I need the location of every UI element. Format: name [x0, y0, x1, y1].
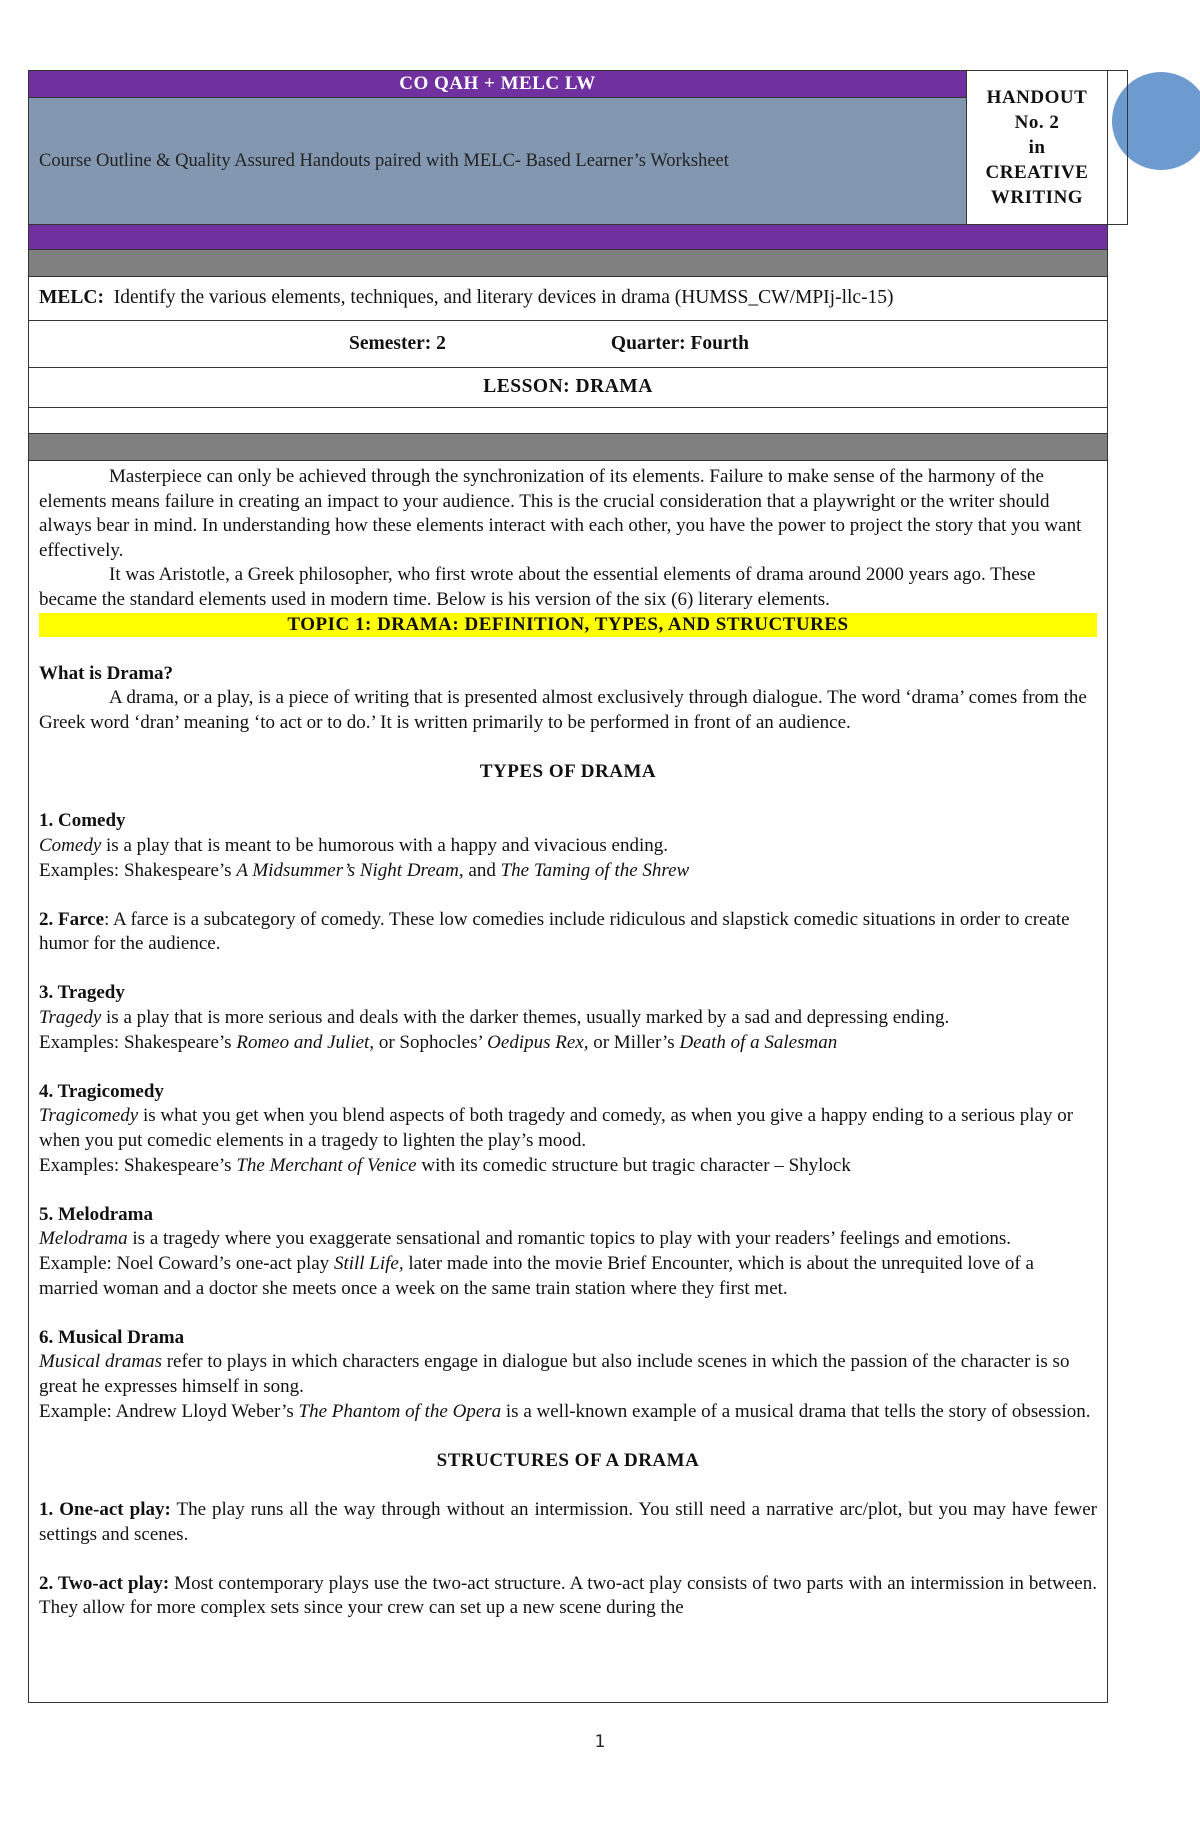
- farce-text: : A farce is a subcategory of comedy. These low comedies include ridiculous and slapstick comedic situations in order to create humor for the audience.: [39, 908, 1070, 955]
- two-act-text: Most contemporary plays use the two-act structure. A two-act play consists of two parts with an intermission in between. They allow for more complex sets since your crew can set up a new scene during the: [39, 1572, 1097, 1619]
- examples-prefix: Examples: Shakespeare’s: [39, 859, 237, 881]
- one-act-heading: 1. One-act play:: [39, 1498, 171, 1520]
- examples-prefix: Example: Andrew Lloyd Weber’s: [39, 1400, 299, 1422]
- what-is-drama-text: A drama, or a play, is a piece of writing that is presented almost exclusively through dialogue. The word ‘drama’ comes from the Greek word ‘dran’ meaning ‘to act or to do.’ It is written primarily to be performed in front of an audience.: [39, 687, 1087, 733]
- header-block: [28, 70, 1108, 225]
- gray-divider-2: [28, 434, 1108, 461]
- tragicomedy-def: is what you get when you blend aspects of both tragedy and comedy, as when you give a happy ending to a serious play or when you put comedic elements in a tragedy to lighten the play’s mood.: [39, 1105, 1074, 1152]
- examples-suffix: with its comedic structure but tragic character – Shylock: [416, 1154, 851, 1176]
- comedy-term: Comedy: [39, 834, 102, 856]
- semester-label: Semester: 2: [349, 333, 446, 354]
- handout-line: CREATIVE: [985, 162, 1089, 183]
- tragedy-examples: [39, 1031, 1097, 1056]
- tragicomedy-definition: [39, 1104, 1097, 1153]
- comedy-examples: [39, 859, 1097, 884]
- tragedy-term: Tragedy: [39, 1007, 102, 1029]
- example-title: The Merchant of Venice: [236, 1154, 417, 1176]
- handout-body: [28, 461, 1108, 1703]
- example-title: Romeo and Juliet,: [236, 1031, 375, 1053]
- melodrama-heading: 5. Melodrama: [39, 1203, 153, 1225]
- farce-paragraph: [39, 908, 1097, 957]
- melc-text: Identify the various elements, techniques, and literary devices in drama (HUMSS_CW/MPIj-llc-15): [113, 287, 894, 308]
- one-act-paragraph: [39, 1498, 1097, 1547]
- melc-label: MELC:: [39, 287, 104, 308]
- header-subtitle: Course Outline & Quality Assured Handouts paired with MELC- Based Learner’s Worksheet: [29, 98, 966, 224]
- structures-heading: STRUCTURES OF A DRAMA: [436, 1449, 700, 1471]
- examples-suffix: is a well-known example of a musical drama that tells the story of obsession.: [501, 1400, 1091, 1422]
- farce-heading: 2. Farce: [39, 908, 105, 930]
- examples-prefix: Examples: Shakespeare’s: [39, 1031, 237, 1053]
- comedy-definition: [39, 834, 1097, 859]
- tragicomedy-examples: [39, 1154, 1097, 1179]
- semester-quarter-row: [28, 321, 1108, 368]
- page-number: 1: [594, 1732, 606, 1752]
- side-tab-border: [1108, 70, 1128, 225]
- melodrama-term: Melodrama: [39, 1228, 128, 1250]
- tragedy-def: is a play that is more serious and deals with the darker themes, usually marked by a sad and depressing ending.: [101, 1007, 950, 1029]
- example-title: Still Life,: [333, 1253, 404, 1274]
- handout-sheet: [28, 70, 1108, 1703]
- gray-divider: [28, 250, 1108, 277]
- intro-paragraph-1: Masterpiece can only be achieved through the synchronization of its elements. Failure to make sense of the harmony of the elements means failure in creating an impact to your audience. This is the crucial consideration that a playwright or the writer should always bear in mind. In understanding how these elements interact with each other, you have the power to project the story that you want effectively.: [39, 466, 1082, 561]
- lesson-title: LESSON: DRAMA: [28, 368, 1108, 408]
- example-title: Oedipus Rex,: [487, 1031, 589, 1053]
- what-is-drama-heading: What is Drama?: [39, 662, 174, 684]
- examples-suffix: later made into the movie Brief Encounter, which is about the unrequited love of a married woman and a doctor she meets once a week on the same train station where they first met.: [39, 1253, 1034, 1299]
- example-title: Death of a Salesman: [679, 1031, 838, 1053]
- examples-prefix: Example: Noel Coward’s one-act play: [39, 1253, 334, 1274]
- example-title: The Phantom of the Opera: [298, 1400, 502, 1422]
- purple-divider: [28, 225, 1108, 250]
- examples-joiner: or Miller’s: [588, 1031, 680, 1053]
- handout-line: WRITING: [990, 187, 1084, 208]
- musical-definition: [39, 1350, 1097, 1399]
- comedy-heading: 1. Comedy: [39, 810, 126, 832]
- topic-heading: TOPIC 1: DRAMA: DEFINITION, TYPES, AND STRUCTURES: [39, 613, 1097, 638]
- musical-examples: [39, 1400, 1097, 1425]
- header-title: CO QAH + MELC LW: [29, 71, 966, 98]
- examples-prefix: Examples: Shakespeare’s: [39, 1154, 237, 1176]
- comedy-def: is a play that is meant to be humorous with a happy and vivacious ending.: [101, 834, 668, 856]
- melodrama-def: is a tragedy where you exaggerate sensational and romantic topics to play with your readers’ feelings and emotions.: [127, 1228, 1012, 1250]
- melodrama-definition: [39, 1227, 1097, 1252]
- musical-heading: 6. Musical Drama: [39, 1326, 185, 1348]
- handout-line: No. 2: [1014, 112, 1060, 133]
- tragedy-heading: 3. Tragedy: [39, 982, 125, 1004]
- tragicomedy-heading: 4. Tragicomedy: [39, 1080, 164, 1102]
- two-act-heading: 2. Two-act play:: [39, 1572, 170, 1594]
- intro-paragraph-2: It was Aristotle, a Greek philosopher, who first wrote about the essential elements of drama around 2000 years ago. These became the standard elements used in modern time. Below is his version of the six (6) literary elements.: [39, 564, 1036, 610]
- musical-term: Musical dramas: [39, 1351, 162, 1373]
- two-act-paragraph: [39, 1572, 1097, 1621]
- handout-line: in: [1028, 137, 1046, 158]
- quarter-label: Quarter: Fourth: [610, 333, 750, 354]
- examples-joiner: and: [463, 859, 501, 881]
- one-act-text: The play runs all the way through without an intermission. You still need a narrative arc/plot, but you may have fewer settings and scenes.: [39, 1498, 1097, 1545]
- example-title: The Taming of the Shrew: [500, 859, 690, 881]
- melc-row: [28, 277, 1108, 321]
- types-heading: TYPES OF DRAMA: [479, 761, 657, 783]
- melodrama-examples: [39, 1252, 1097, 1301]
- header-left: [29, 71, 967, 224]
- musical-def: refer to plays in which characters engage in dialogue but also include scenes in which the passion of the character is so great he expresses himself in song.: [39, 1351, 1070, 1397]
- handout-label: [967, 71, 1107, 224]
- handout-line: HANDOUT: [986, 87, 1088, 108]
- tragicomedy-term: Tragicomedy: [39, 1105, 139, 1127]
- tragedy-definition: [39, 1006, 1097, 1031]
- examples-joiner: or Sophocles’: [374, 1031, 488, 1053]
- blank-row: [28, 408, 1108, 434]
- example-title: A Midsummer’s Night Dream,: [236, 859, 464, 881]
